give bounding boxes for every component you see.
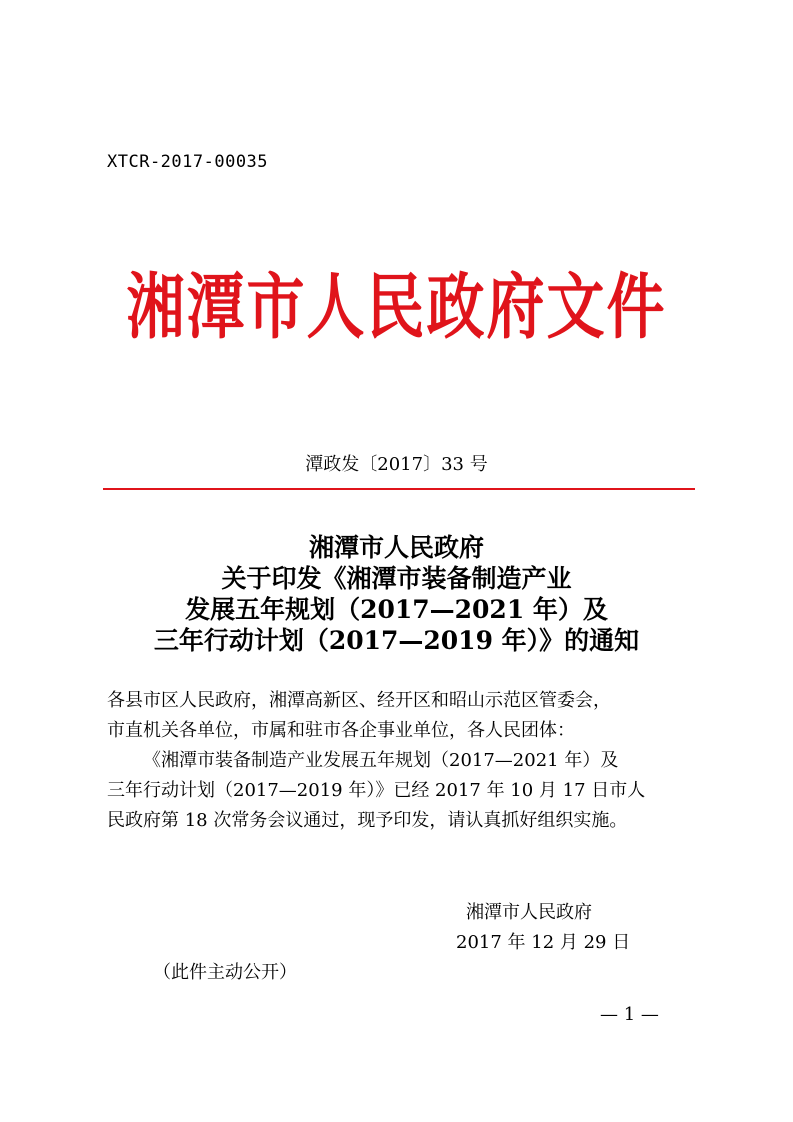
notice-title-line: 关于印发《湘潭市装备制造产业 — [221, 564, 572, 593]
signature-date: 2017 年 12 月 29 日 — [456, 932, 631, 953]
recipients-line: 市直机关各单位，市属和驻市各企事业单位，各人民团体： — [107, 720, 575, 741]
notice-title-line: 湘潭市人民政府 — [308, 533, 484, 562]
body-paragraph-line: 民政府第 18 次常务会议通过，现予印发，请认真抓好组织实施。 — [107, 810, 628, 831]
red-divider — [103, 488, 695, 490]
document-number: 潭政发〔2017〕33 号 — [305, 454, 488, 475]
notice-title-line: 发展五年规划（2017—2021 年）及 — [185, 595, 608, 624]
notice-title — [0, 532, 793, 656]
signature-org: 湘潭市人民政府 — [466, 902, 592, 923]
document-header-title: 湘潭市人民政府文件 — [126, 265, 667, 349]
recipients-line: 各县市区人民政府，湘潭高新区、经开区和昭山示范区管委会， — [107, 690, 611, 711]
page-number: — 1 — — [600, 1004, 659, 1025]
body-paragraph-line: 《湘潭市装备制造产业发展五年规划（2017—2021 年）及 — [143, 750, 619, 771]
public-disclosure-note: （此件主动公开） — [153, 962, 297, 983]
notice-title-line: 三年行动计划（2017—2019 年）》的通知 — [153, 626, 640, 655]
body-paragraph-line: 三年行动计划（2017—2019 年）》已经 2017 年 10 月 17 日市人 — [107, 780, 646, 801]
document-code: XTCR-2017-00035 — [107, 152, 269, 172]
notice-body — [107, 686, 697, 836]
